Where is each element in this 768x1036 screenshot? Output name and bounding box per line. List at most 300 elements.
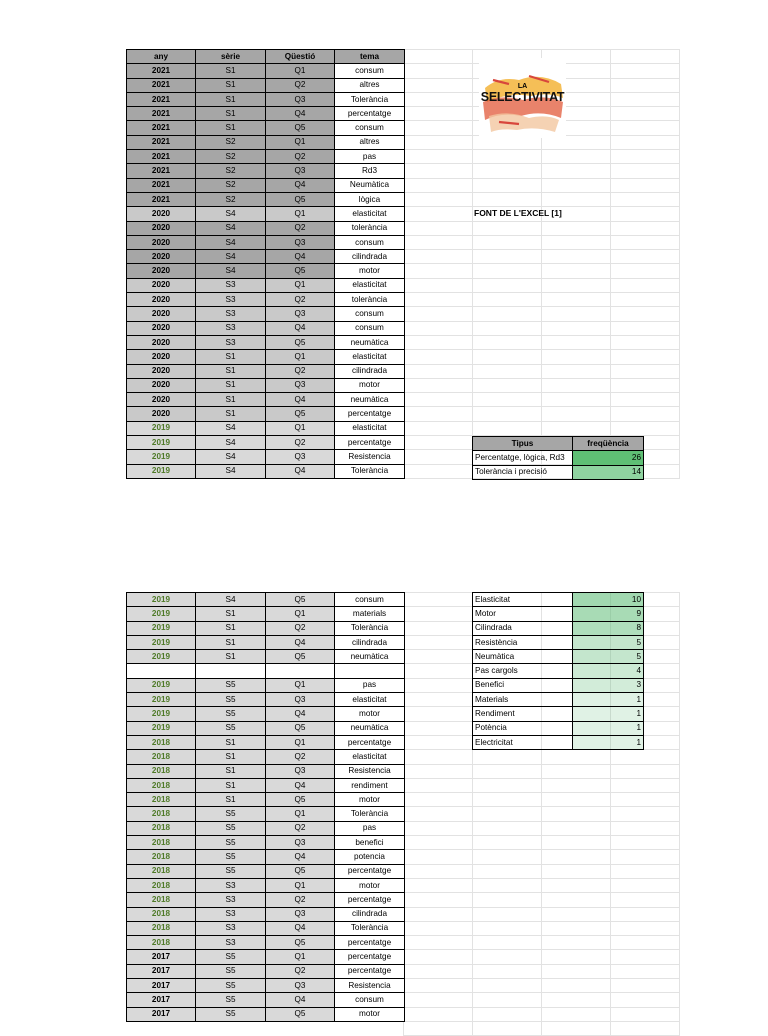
serie-cell: S4 [196,450,266,464]
serie-cell: S3 [196,907,266,921]
table-row [127,335,405,349]
questio-cell: Q5 [266,264,335,278]
serie-cell: S1 [196,64,266,78]
year-cell: 2020 [127,293,196,307]
tema-cell: motor [335,793,405,807]
table-row [473,678,644,692]
tema-cell: neumàtica [335,650,405,664]
questio-cell: Q2 [266,893,335,907]
serie-cell: S5 [196,950,266,964]
serie-cell: S4 [196,421,266,435]
freq-value: 1 [573,693,644,707]
tema-cell: consum [335,593,405,607]
year-cell: 2020 [127,221,196,235]
tema-cell: cilindrada [335,635,405,649]
questio-cell: Q5 [266,650,335,664]
table-row [127,907,405,921]
year-cell: 2018 [127,793,196,807]
frequency-header-row [473,437,644,451]
tema-cell: consum [335,307,405,321]
table-row [127,107,405,121]
year-cell: 2020 [127,250,196,264]
exam-topics-table-upper [126,49,405,479]
table-row [127,1007,405,1021]
year-cell: 2019 [127,650,196,664]
year-cell: 2018 [127,807,196,821]
year-cell: 2019 [127,635,196,649]
tema-cell: cilindrada [335,364,405,378]
questio-cell: Q1 [266,135,335,149]
serie-cell: S3 [196,893,266,907]
tema-cell: percentatge [335,936,405,950]
table-row [127,878,405,892]
serie-cell: S3 [196,335,266,349]
serie-cell: S3 [196,321,266,335]
year-cell: 2020 [127,393,196,407]
header-any: any [127,50,196,64]
freq-label: Pas cargols [473,664,573,678]
tema-cell: altres [335,78,405,92]
serie-cell: S1 [196,607,266,621]
serie-cell: S1 [196,621,266,635]
table-row [473,693,644,707]
serie-cell: S2 [196,192,266,206]
tema-cell: materials [335,607,405,621]
serie-cell: S4 [196,264,266,278]
year-cell: 2019 [127,621,196,635]
questio-cell: Q5 [266,335,335,349]
serie-cell: S2 [196,150,266,164]
table-row [127,964,405,978]
tema-cell: percentatge [335,864,405,878]
tema-cell: motor [335,707,405,721]
table-row [127,235,405,249]
tema-cell: consum [335,121,405,135]
frequency-detail-table [472,592,644,750]
tema-cell: consum [335,321,405,335]
questio-cell: Q4 [266,178,335,192]
tema-cell: elasticitat [335,207,405,221]
year-cell: 2020 [127,364,196,378]
header-tema: tema [335,50,405,64]
serie-cell: S5 [196,678,266,692]
freq-value: 3 [573,678,644,692]
table-row [127,393,405,407]
year-cell: 2021 [127,107,196,121]
table-row [127,650,405,664]
serie-cell: S1 [196,121,266,135]
tema-cell: neumàtica [335,721,405,735]
freq-label: Electricitat [473,735,573,749]
tema-cell: potencia [335,850,405,864]
questio-cell: Q3 [266,235,335,249]
serie-cell: S1 [196,764,266,778]
tema-cell: altres [335,135,405,149]
table-row [127,350,405,364]
year-cell: 2019 [127,707,196,721]
serie-cell: S3 [196,307,266,321]
table-row [127,793,405,807]
serie-cell: S1 [196,364,266,378]
table-row [127,778,405,792]
year-cell: 2018 [127,850,196,864]
questio-cell: Q1 [266,607,335,621]
table-row [473,593,644,607]
tema-cell: percentatge [335,950,405,964]
year-cell: 2019 [127,593,196,607]
questio-cell: Q1 [266,950,335,964]
table-row [127,278,405,292]
tema-cell: Tolerància [335,464,405,478]
table-row [127,436,405,450]
questio-cell: Q5 [266,192,335,206]
table-row [473,721,644,735]
questio-cell: Q2 [266,436,335,450]
serie-cell: S1 [196,378,266,392]
tema-cell: neumàtica [335,393,405,407]
year-cell: 2020 [127,264,196,278]
tema-cell: motor [335,264,405,278]
tema-cell: motor [335,378,405,392]
excel-source-note: FONT DE L'EXCEL [1] [474,208,562,218]
table-row [127,893,405,907]
year-cell: 2018 [127,735,196,749]
freq-label: Benefici [473,678,573,692]
table-row [127,378,405,392]
year-cell: 2020 [127,350,196,364]
freq-label: Neumàtica [473,650,573,664]
freq-label: Percentatge, lògica, Rd3 [473,451,573,465]
questio-cell: Q4 [266,850,335,864]
year-cell: 2020 [127,207,196,221]
table-row [127,764,405,778]
tema-cell: Rd3 [335,164,405,178]
table-row [127,221,405,235]
questio-cell: Q4 [266,464,335,478]
table-row [127,364,405,378]
year-cell: 2017 [127,1007,196,1021]
year-cell: 2020 [127,307,196,321]
questio-cell: Q3 [266,907,335,921]
questio-cell: Q5 [266,121,335,135]
serie-cell: S1 [196,793,266,807]
table-row [127,836,405,850]
year-cell: 2020 [127,335,196,349]
questio-cell: Q2 [266,150,335,164]
year-cell: 2021 [127,178,196,192]
serie-cell: S1 [196,407,266,421]
questio-cell: Q4 [266,707,335,721]
serie-cell: S5 [196,836,266,850]
serie-cell: S1 [196,107,266,121]
table-row [473,664,644,678]
questio-cell: Q4 [266,993,335,1007]
serie-cell: S1 [196,393,266,407]
tema-cell: pas [335,821,405,835]
table-row [127,850,405,864]
year-cell: 2021 [127,192,196,206]
questio-cell: Q3 [266,836,335,850]
table-row [473,621,644,635]
table-row [127,207,405,221]
questio-cell: Q4 [266,921,335,935]
tema-cell: tolerància [335,293,405,307]
year-cell: 2020 [127,278,196,292]
questio-cell: Q1 [266,807,335,821]
table-row [127,707,405,721]
table-row [473,650,644,664]
year-cell: 2021 [127,64,196,78]
frequency-summary-table [472,436,644,480]
questio-cell: Q1 [266,735,335,749]
serie-cell: S5 [196,979,266,993]
tema-cell: neumàtica [335,335,405,349]
questio-cell: Q5 [266,1007,335,1021]
freq-label: Rendiment [473,707,573,721]
questio-cell: Q5 [266,407,335,421]
serie-cell: S1 [196,635,266,649]
tema-cell: percentatge [335,436,405,450]
table-row [127,693,405,707]
year-cell: 2018 [127,878,196,892]
questio-cell: Q5 [266,793,335,807]
table-row [127,721,405,735]
questio-cell: Q2 [266,293,335,307]
freq-value: 14 [573,465,644,479]
tema-cell: Tolerància [335,921,405,935]
tema-cell: rendiment [335,778,405,792]
serie-cell: S5 [196,707,266,721]
year-cell: 2021 [127,164,196,178]
serie-cell: S4 [196,235,266,249]
questio-cell: Q1 [266,207,335,221]
freq-label: Cilindrada [473,621,573,635]
exam-topics-table-lower [126,592,405,1022]
table-row [127,464,405,478]
year-cell: 2019 [127,421,196,435]
serie-cell: S4 [196,464,266,478]
freq-label: Materials [473,693,573,707]
table-row [127,807,405,821]
serie-cell: S3 [196,921,266,935]
tema-cell: percentatge [335,735,405,749]
table-row [127,921,405,935]
table-row [127,178,405,192]
tema-cell: elasticitat [335,693,405,707]
table-row [127,593,405,607]
table-row [127,635,405,649]
table-header-row [127,50,405,64]
table-row [127,164,405,178]
questio-cell: Q4 [266,107,335,121]
table-row [127,407,405,421]
table-row [127,293,405,307]
table-row [127,950,405,964]
tema-cell: consum [335,64,405,78]
questio-cell: Q2 [266,964,335,978]
year-cell: 2018 [127,936,196,950]
table-row [127,135,405,149]
questio-cell: Q4 [266,778,335,792]
serie-cell: S1 [196,78,266,92]
serie-cell: S1 [196,735,266,749]
year-cell: 2019 [127,721,196,735]
year-cell: 2018 [127,907,196,921]
year-cell: 2018 [127,750,196,764]
questio-cell: Q1 [266,350,335,364]
serie-cell: S5 [196,1007,266,1021]
year-cell: 2019 [127,450,196,464]
serie-cell [196,664,266,678]
tema-cell: percentatge [335,964,405,978]
table-row [127,78,405,92]
freq-label: Resistència [473,635,573,649]
table-row [127,936,405,950]
year-cell: 2018 [127,921,196,935]
tema-cell: Resistencia [335,450,405,464]
year-cell [127,664,196,678]
tema-cell: elasticitat [335,278,405,292]
tema-cell: cilindrada [335,907,405,921]
serie-cell: S5 [196,993,266,1007]
tema-cell: elasticitat [335,750,405,764]
year-cell: 2018 [127,836,196,850]
table-row [127,735,405,749]
freq-label: Potència [473,721,573,735]
year-cell: 2019 [127,436,196,450]
serie-cell: S5 [196,721,266,735]
freq-value: 1 [573,707,644,721]
table-row [127,192,405,206]
table-row [127,321,405,335]
questio-cell: Q2 [266,221,335,235]
year-cell: 2019 [127,678,196,692]
freq-value: 1 [573,735,644,749]
serie-cell: S4 [196,250,266,264]
year-cell: 2021 [127,92,196,106]
questio-cell: Q2 [266,750,335,764]
table-row [127,979,405,993]
tema-cell: consum [335,993,405,1007]
la-selectivitat-logo [479,58,566,138]
serie-cell: S5 [196,850,266,864]
freq-value: 1 [573,721,644,735]
table-row [127,750,405,764]
serie-cell: S5 [196,821,266,835]
table-row [127,450,405,464]
table-row [127,264,405,278]
tema-cell: elasticitat [335,350,405,364]
table-row [127,150,405,164]
freq-label: Motor [473,607,573,621]
freq-value: 5 [573,650,644,664]
table-row [127,621,405,635]
table-row [127,821,405,835]
questio-cell: Q1 [266,64,335,78]
table-row [473,635,644,649]
header-questio: Qüestió [266,50,335,64]
serie-cell: S3 [196,278,266,292]
year-cell: 2021 [127,135,196,149]
svg-text:LA: LA [517,83,528,90]
tema-cell: percentatge [335,893,405,907]
questio-cell: Q5 [266,864,335,878]
serie-cell: S4 [196,207,266,221]
tema-cell: pas [335,150,405,164]
questio-cell: Q1 [266,878,335,892]
table-row [473,451,644,465]
tema-cell: benefici [335,836,405,850]
questio-cell: Q4 [266,250,335,264]
tema-cell: Tolerància [335,621,405,635]
year-cell: 2017 [127,979,196,993]
serie-cell: S3 [196,878,266,892]
year-cell: 2020 [127,407,196,421]
freq-value: 8 [573,621,644,635]
tema-cell: motor [335,878,405,892]
serie-cell: S4 [196,221,266,235]
table-row [473,735,644,749]
questio-cell [266,664,335,678]
questio-cell: Q2 [266,621,335,635]
table-row [127,421,405,435]
tema-cell: tolerància [335,221,405,235]
year-cell: 2021 [127,121,196,135]
serie-cell: S2 [196,178,266,192]
questio-cell: Q5 [266,593,335,607]
table-row [127,121,405,135]
freq-value: 9 [573,607,644,621]
questio-cell: Q2 [266,364,335,378]
year-cell: 2019 [127,693,196,707]
year-cell: 2018 [127,821,196,835]
freq-label: Elasticitat [473,593,573,607]
serie-cell: S4 [196,436,266,450]
serie-cell: S3 [196,936,266,950]
tema-cell: lògica [335,192,405,206]
table-row [127,993,405,1007]
table-row [127,250,405,264]
table-row [127,607,405,621]
table-row [127,864,405,878]
tema-cell: pas [335,678,405,692]
questio-cell: Q5 [266,721,335,735]
table-row [473,465,644,479]
year-cell: 2021 [127,150,196,164]
questio-cell: Q4 [266,393,335,407]
header-frequencia: freqüència [573,437,644,451]
year-cell: 2020 [127,235,196,249]
year-cell: 2019 [127,607,196,621]
tema-cell: consum [335,235,405,249]
table-row [127,664,405,678]
questio-cell: Q4 [266,635,335,649]
year-cell: 2018 [127,778,196,792]
serie-cell: S4 [196,593,266,607]
tema-cell: cilindrada [335,250,405,264]
freq-value: 26 [573,451,644,465]
serie-cell: S3 [196,293,266,307]
serie-cell: S1 [196,350,266,364]
questio-cell: Q3 [266,979,335,993]
year-cell: 2017 [127,964,196,978]
serie-cell: S1 [196,92,266,106]
tema-cell: motor [335,1007,405,1021]
header-tipus: Tipus [473,437,573,451]
freq-value: 4 [573,664,644,678]
year-cell: 2018 [127,864,196,878]
questio-cell: Q2 [266,78,335,92]
